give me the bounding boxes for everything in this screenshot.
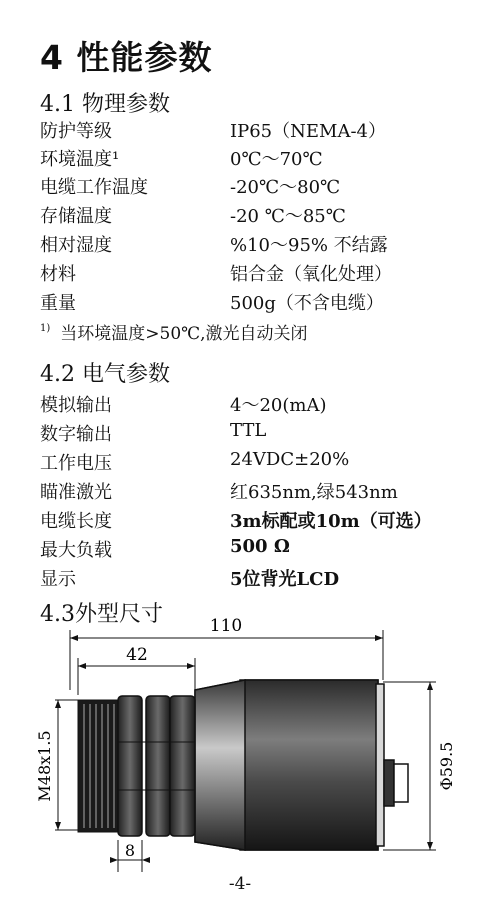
param-name: 材料 (40, 264, 76, 285)
param-name: 最大负载 (40, 540, 112, 561)
param-value: 0℃～70℃ (230, 149, 323, 170)
footnote-text: 当环境温度>50℃,激光自动关闭 (60, 324, 308, 344)
param-name: 瞄准激光 (40, 482, 112, 503)
param-value: 4～20(mA) (230, 395, 327, 416)
chapter-title: 4 性能参数 (40, 38, 213, 77)
param-name: 显示 (40, 569, 76, 590)
param-value: 铝合金（氧化处理） (230, 264, 392, 285)
dim-nut-label: 8 (124, 841, 136, 860)
param-name: 电缆工作温度 (40, 177, 148, 198)
outline-heading: 4.3外型尺寸 (40, 602, 163, 627)
footnote-mark: 1) (40, 323, 51, 334)
dim-thread-label: M48x1.5 (35, 730, 54, 802)
dim-diameter-label: Φ59.5 (437, 741, 456, 791)
param-name: 重量 (40, 293, 76, 314)
param-value: %10～95% 不结露 (230, 235, 388, 256)
param-value: IP65（NEMA-4） (230, 121, 386, 142)
param-value: TTL (230, 420, 267, 441)
param-name: 工作电压 (40, 453, 112, 474)
param-name: 环境温度¹ (40, 149, 120, 170)
param-value: -20 ℃～85℃ (230, 206, 346, 227)
param-value: -20℃～80℃ (230, 177, 341, 198)
param-name: 防护等级 (40, 121, 112, 142)
param-name: 电缆长度 (40, 511, 112, 532)
dim-total-label: 110 (209, 616, 243, 636)
param-value: 红635nm,绿543nm (230, 482, 398, 503)
electrical-heading: 4.2 电气参数 (40, 362, 170, 387)
param-value: 3m标配或10m（可选） (230, 511, 432, 532)
param-name: 相对湿度 (40, 235, 112, 256)
dim-thread-length-label: 42 (126, 645, 148, 665)
param-value: 24VDC±20% (230, 449, 350, 470)
param-name: 存储温度 (40, 206, 112, 227)
param-name: 数字输出 (40, 424, 112, 445)
physical-heading: 4.1 物理参数 (40, 92, 170, 117)
param-value: 500 Ω (230, 536, 290, 557)
page-number: -4- (228, 874, 252, 894)
param-value: 500g（不含电缆） (230, 293, 384, 314)
param-name: 模拟输出 (40, 395, 112, 416)
param-value: 5位背光LCD (230, 569, 340, 590)
